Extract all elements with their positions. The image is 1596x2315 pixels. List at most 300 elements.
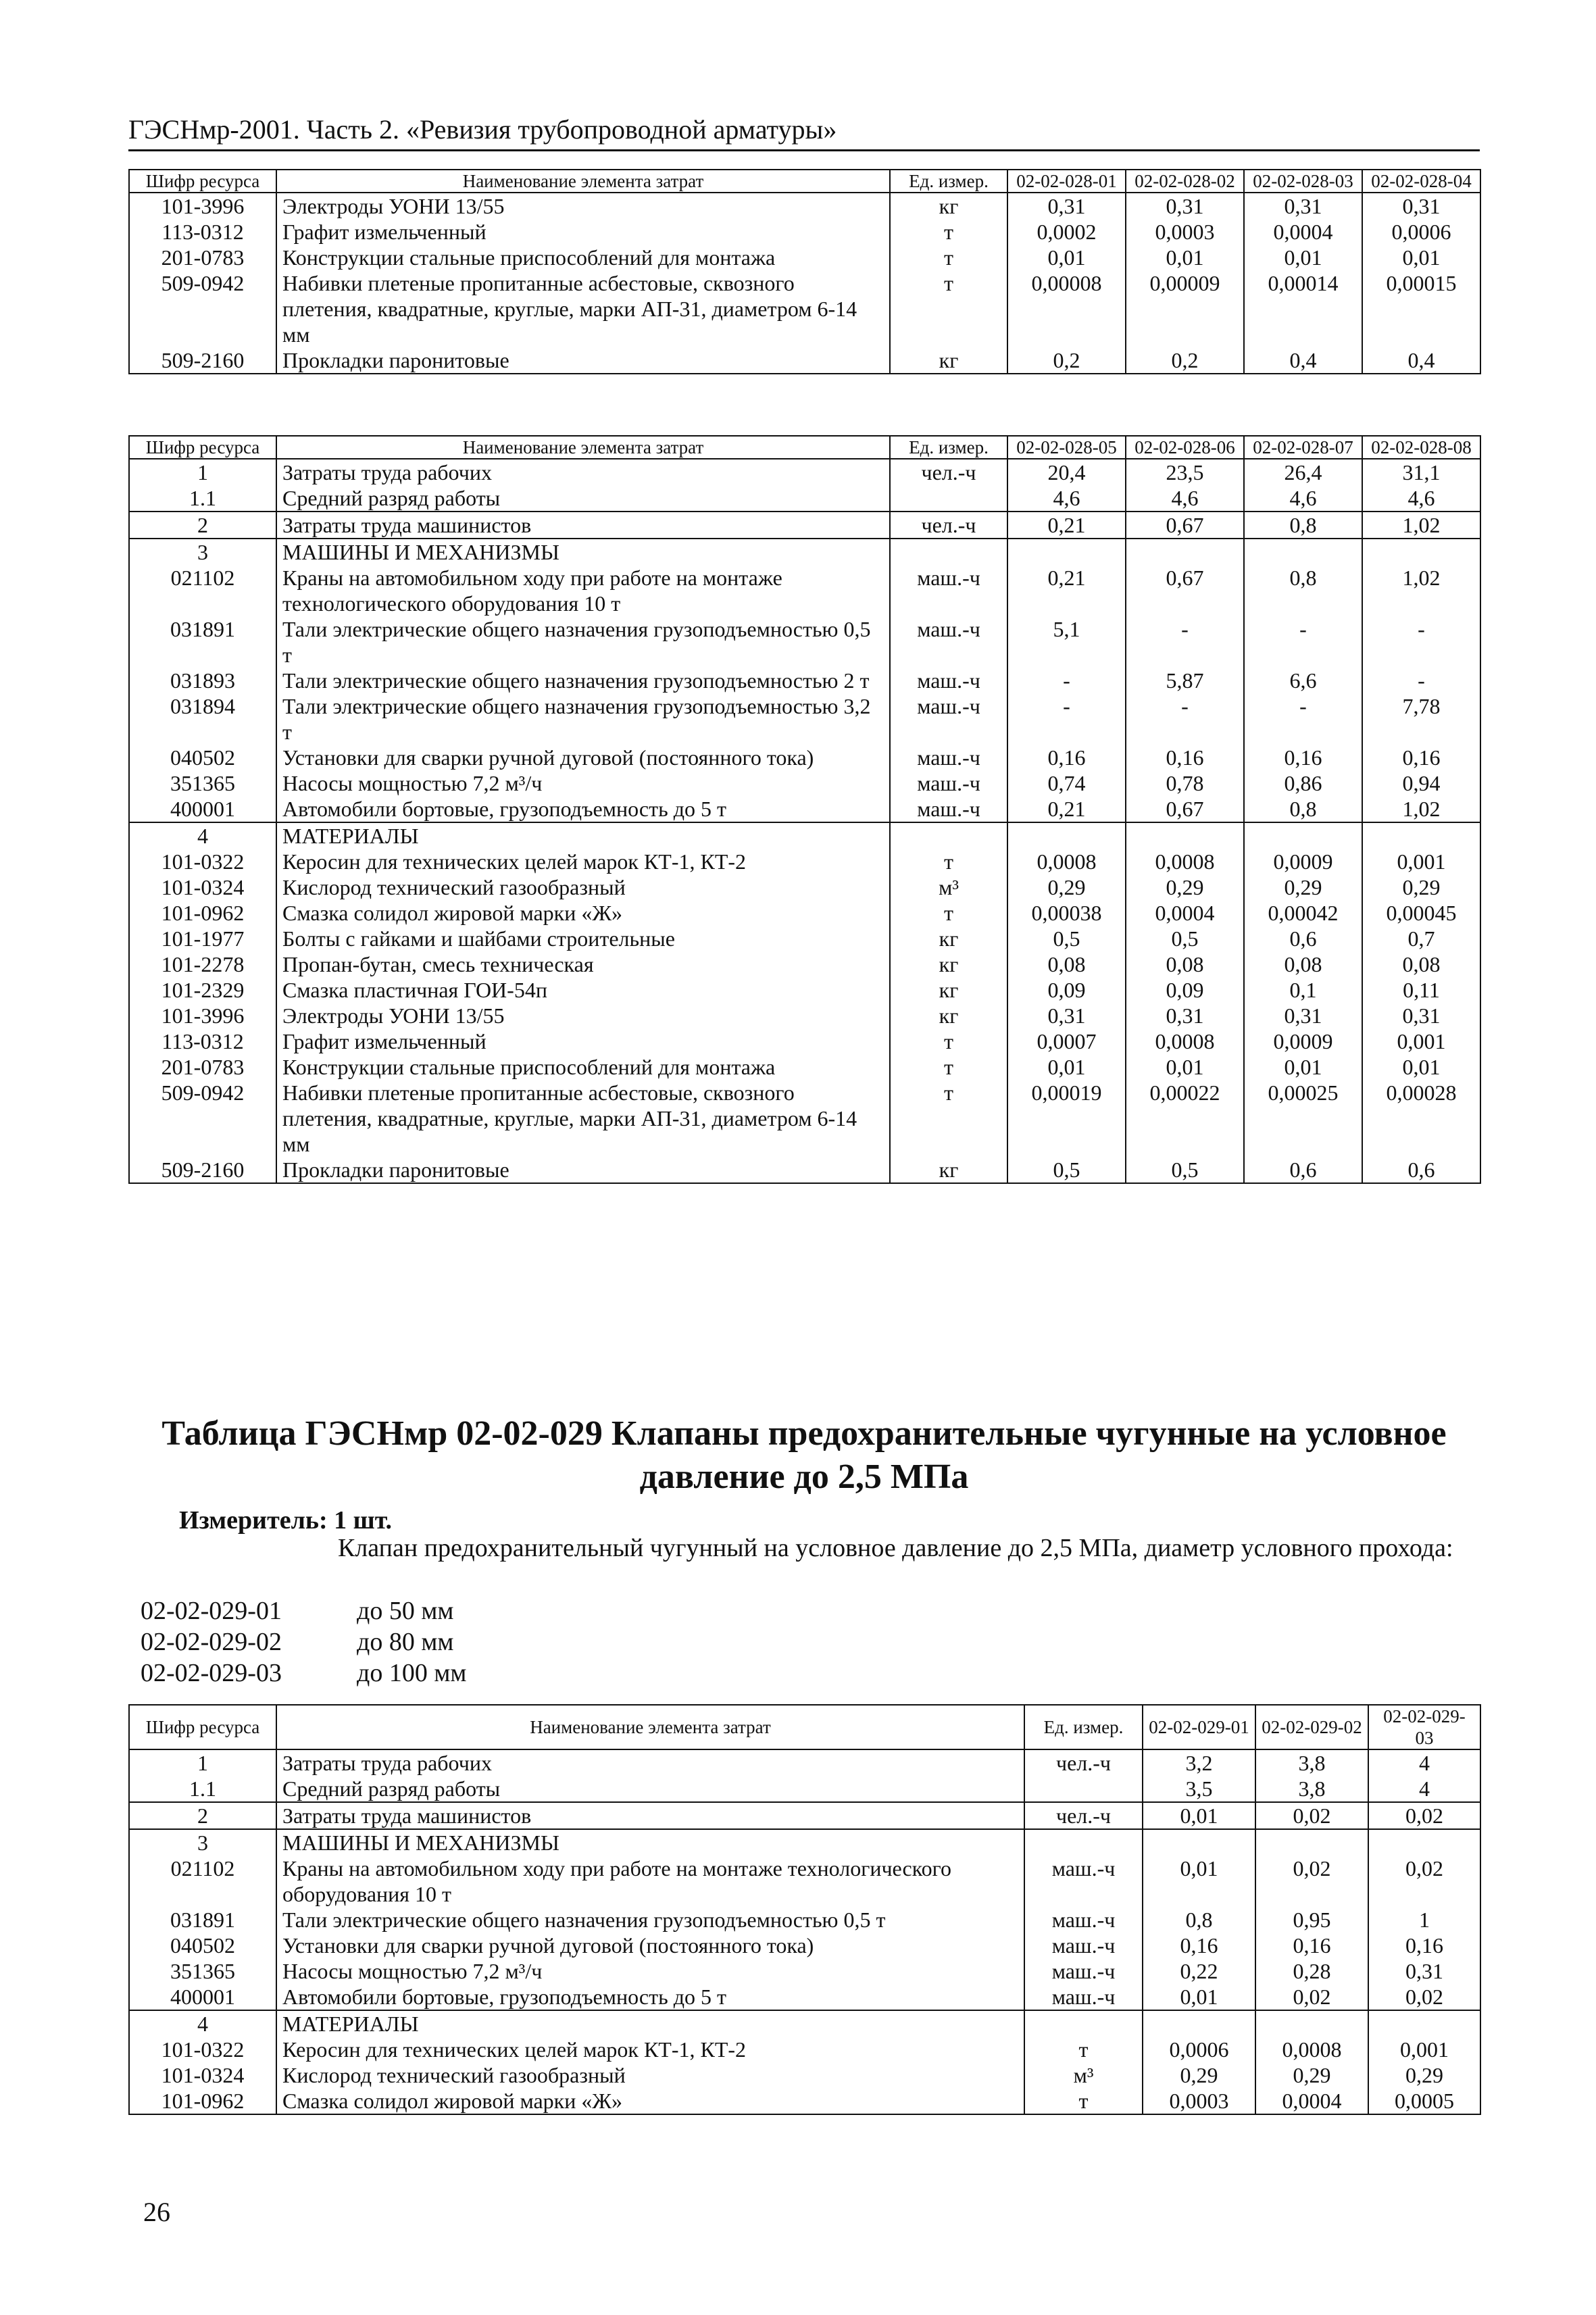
value-cell: 0,09 [1007, 977, 1126, 1003]
table-row [129, 1984, 1480, 2010]
resource-name: Прокладки паронитовые [276, 347, 890, 374]
resource-code: 509-2160 [129, 347, 276, 374]
header-col: 02-02-028-04 [1362, 170, 1480, 193]
unit-cell: кг [890, 951, 1007, 977]
unit-cell: кг [890, 1157, 1007, 1183]
value-cell: 0,02 [1255, 1856, 1368, 1907]
value-cell: 0,21 [1007, 512, 1126, 539]
variant-code: 02-02-029-03 [141, 1659, 282, 1687]
value-cell: 0,00038 [1007, 900, 1126, 926]
resource-name: МАШИНЫ И МЕХАНИЗМЫ [276, 1829, 1024, 1856]
table-row [129, 1157, 1480, 1183]
resource-name: Средний разряд работы [276, 1776, 1024, 1802]
value-cell: 0,16 [1143, 1933, 1255, 1958]
resource-code: 3 [129, 1829, 276, 1856]
value-cell: 0,29 [1143, 2062, 1255, 2088]
unit-cell: чел.-ч [890, 459, 1007, 485]
value-cell: 0,31 [1007, 1003, 1126, 1028]
value-cell: 0,0008 [1255, 2037, 1368, 2062]
unit-cell: т [1024, 2088, 1143, 2114]
unit-cell: маш.-ч [890, 770, 1007, 796]
value-cell: 0,00028 [1362, 1080, 1480, 1157]
resource-code: 2 [129, 1802, 276, 1829]
variant-code: 02-02-029-01 [141, 1597, 282, 1625]
unit-cell: маш.-ч [890, 616, 1007, 668]
value-cell: 0,0006 [1143, 2037, 1255, 2062]
unit-cell: т [890, 245, 1007, 270]
unit-cell: кг [890, 977, 1007, 1003]
value-cell: 0,31 [1362, 193, 1480, 219]
value-cell: 0,0004 [1126, 900, 1244, 926]
header-name: Наименование элемента затрат [276, 1705, 1024, 1749]
table-row [129, 1749, 1480, 1776]
value-cell: 0,5 [1007, 1157, 1126, 1183]
resource-code: 351365 [129, 770, 276, 796]
resource-table-028-05-08 [128, 435, 1481, 1184]
resource-name: МАТЕРИАЛЫ [276, 2010, 1024, 2037]
resource-name: Насосы мощностью 7,2 м³/ч [276, 770, 890, 796]
table-row [129, 874, 1480, 900]
value-cell: 0,31 [1368, 1958, 1480, 1984]
unit-cell [1024, 1776, 1143, 1802]
resource-table-029 [128, 1704, 1481, 2115]
value-cell: 0,01 [1244, 1054, 1362, 1080]
value-cell: 0,08 [1007, 951, 1126, 977]
section-title: Таблица ГЭСНмр 02-02-029 Клапаны предохранительные чугунные на условное давление до 2,5 МПа [161, 1414, 1447, 1496]
resource-name: Автомобили бортовые, грузоподъемность до 5 т [276, 796, 890, 822]
resource-name: Затраты труда машинистов [276, 1802, 1024, 1829]
value-cell: 0,0007 [1007, 1028, 1126, 1054]
table-row [129, 1829, 1480, 1856]
value-cell: 0,21 [1007, 796, 1126, 822]
value-cell: 0,29 [1255, 2062, 1368, 2088]
value-cell: 0,16 [1007, 745, 1126, 770]
resource-code: 101-0322 [129, 849, 276, 874]
table-row [129, 1080, 1480, 1157]
resource-name: Затраты труда машинистов [276, 512, 890, 539]
table-row [129, 270, 1480, 347]
value-cell: 0,95 [1255, 1907, 1368, 1933]
value-cell: 4 [1368, 1749, 1480, 1776]
value-cell [1368, 1829, 1480, 1856]
value-cell [1362, 822, 1480, 849]
value-cell: 0,29 [1007, 874, 1126, 900]
header-unit: Ед. измер. [890, 170, 1007, 193]
resource-code: 101-3996 [129, 1003, 276, 1028]
value-cell: 3,8 [1255, 1749, 1368, 1776]
value-cell: 0,5 [1007, 926, 1126, 951]
table-row [129, 1054, 1480, 1080]
table-row [129, 926, 1480, 951]
value-cell: 0,00014 [1244, 270, 1362, 347]
value-cell: - [1007, 693, 1126, 745]
resource-code: 4 [129, 822, 276, 849]
value-cell [1255, 1829, 1368, 1856]
table-row [129, 849, 1480, 874]
resource-name: Установки для сварки ручной дуговой (постоянного тока) [276, 745, 890, 770]
table-row [129, 1003, 1480, 1028]
unit-cell: маш.-ч [890, 796, 1007, 822]
header-col: 02-02-028-02 [1126, 170, 1244, 193]
table-row [129, 822, 1480, 849]
value-cell: 0,8 [1143, 1907, 1255, 1933]
section-description: Клапан предохранительный чугунный на условное давление до 2,5 МПа, диаметр условного прохода: [338, 1534, 1453, 1562]
value-cell: 0,16 [1255, 1933, 1368, 1958]
value-cell: 0,16 [1126, 745, 1244, 770]
table-row [129, 459, 1480, 485]
value-cell: 5,87 [1126, 668, 1244, 693]
variant-value: до 80 мм [357, 1628, 454, 1656]
header-name: Наименование элемента затрат [276, 436, 890, 459]
value-cell: 4,6 [1244, 485, 1362, 512]
resource-name: Установки для сварки ручной дуговой (постоянного тока) [276, 1933, 1024, 1958]
value-cell: - [1244, 693, 1362, 745]
unit-cell: м³ [1024, 2062, 1143, 2088]
value-cell: 0,00025 [1244, 1080, 1362, 1157]
resource-code: 1 [129, 459, 276, 485]
value-cell: 5,1 [1007, 616, 1126, 668]
unit-cell: м³ [890, 874, 1007, 900]
table-row [129, 900, 1480, 926]
unit-cell: маш.-ч [1024, 1907, 1143, 1933]
resource-name: Набивки плетеные пропитанные асбестовые, сквозного плетения, квадратные, круглые, марки АП-31, диаметром 6-14 мм [276, 1080, 890, 1157]
value-cell: 0,01 [1143, 1802, 1255, 1829]
value-cell: 0,02 [1368, 1802, 1480, 1829]
resource-name: МАТЕРИАЛЫ [276, 822, 890, 849]
resource-name: Смазка солидол жировой марки «Ж» [276, 900, 890, 926]
unit-cell: т [890, 1080, 1007, 1157]
value-cell: 0,01 [1143, 1856, 1255, 1907]
header-col: 02-02-028-05 [1007, 436, 1126, 459]
table-row [129, 1907, 1480, 1933]
header-code: Шифр ресурса [129, 1705, 276, 1749]
resource-code: 101-2329 [129, 977, 276, 1003]
value-cell: 0,31 [1007, 193, 1126, 219]
table-row [129, 565, 1480, 616]
value-cell: 0,29 [1368, 2062, 1480, 2088]
unit-cell: маш.-ч [890, 668, 1007, 693]
variant-row [141, 1596, 454, 1626]
resource-name: Тали электрические общего назначения грузоподъемностью 2 т [276, 668, 890, 693]
resource-code: 021102 [129, 1856, 276, 1907]
value-cell: 0,29 [1362, 874, 1480, 900]
table-row [129, 485, 1480, 512]
value-cell: 0,0009 [1244, 1028, 1362, 1054]
value-cell: 0,01 [1143, 1984, 1255, 2010]
table-row [129, 347, 1480, 374]
header-col: 02-02-028-08 [1362, 436, 1480, 459]
value-cell: 0,86 [1244, 770, 1362, 796]
meter-label: Измеритель: 1 шт. [179, 1506, 393, 1535]
resource-code: 1 [129, 1749, 276, 1776]
resource-name: Графит измельченный [276, 219, 890, 245]
resource-name: Тали электрические общего назначения грузоподъемностью 0,5 т [276, 616, 890, 668]
resource-name: Тали электрические общего назначения грузоподъемностью 0,5 т [276, 1907, 1024, 1933]
variant-value: до 100 мм [357, 1659, 467, 1687]
header-code: Шифр ресурса [129, 170, 276, 193]
unit-cell: т [890, 1028, 1007, 1054]
value-cell: 0,0008 [1007, 849, 1126, 874]
resource-code: 3 [129, 539, 276, 565]
value-cell: - [1007, 668, 1126, 693]
value-cell: 0,01 [1007, 1054, 1126, 1080]
resource-code: 101-2278 [129, 951, 276, 977]
value-cell: 0,4 [1244, 347, 1362, 374]
resource-code: 400001 [129, 796, 276, 822]
value-cell: 0,02 [1368, 1984, 1480, 2010]
value-cell: 0,8 [1244, 796, 1362, 822]
resource-code: 1.1 [129, 485, 276, 512]
variant-value: до 50 мм [357, 1597, 454, 1625]
value-cell: 31,1 [1362, 459, 1480, 485]
unit-cell: т [890, 900, 1007, 926]
value-cell [1007, 539, 1126, 565]
value-cell: 0,8 [1244, 565, 1362, 616]
running-header: ГЭСНмр-2001. Часть 2. «Ревизия трубопроводной арматуры» [128, 114, 1480, 151]
resource-name: Керосин для технических целей марок КТ-1, КТ-2 [276, 2037, 1024, 2062]
header-col: 02-02-029-01 [1143, 1705, 1255, 1749]
value-cell: 0,0009 [1244, 849, 1362, 874]
header-col: 02-02-029-03 [1368, 1705, 1480, 1749]
resource-code: 101-0962 [129, 2088, 276, 2114]
resource-name: Автомобили бортовые, грузоподъемность до 5 т [276, 1984, 1024, 2010]
resource-code: 201-0783 [129, 1054, 276, 1080]
unit-cell: т [1024, 2037, 1143, 2062]
table-row [129, 2088, 1480, 2114]
value-cell: 0,00015 [1362, 270, 1480, 347]
resource-code: 031891 [129, 1907, 276, 1933]
table-header-row [129, 436, 1480, 459]
unit-cell: чел.-ч [1024, 1802, 1143, 1829]
resource-name: Смазка солидол жировой марки «Ж» [276, 2088, 1024, 2114]
table-row [129, 977, 1480, 1003]
table-row [129, 539, 1480, 565]
unit-cell: чел.-ч [890, 512, 1007, 539]
value-cell: 0,31 [1126, 1003, 1244, 1028]
value-cell: 0,67 [1126, 512, 1244, 539]
value-cell: 0,1 [1244, 977, 1362, 1003]
resource-name: Электроды УОНИ 13/55 [276, 1003, 890, 1028]
resource-code: 101-0322 [129, 2037, 276, 2062]
unit-cell: маш.-ч [1024, 1856, 1143, 1907]
value-cell: 0,6 [1244, 1157, 1362, 1183]
value-cell: 0,001 [1362, 849, 1480, 874]
value-cell: 4 [1368, 1776, 1480, 1802]
table-row [129, 2062, 1480, 2088]
header-col: 02-02-029-02 [1255, 1705, 1368, 1749]
unit-cell [890, 539, 1007, 565]
value-cell: 1,02 [1362, 796, 1480, 822]
value-cell: 0,8 [1244, 512, 1362, 539]
resource-name: Затраты труда рабочих [276, 459, 890, 485]
value-cell: - [1244, 616, 1362, 668]
value-cell [1143, 1829, 1255, 1856]
table-row [129, 1028, 1480, 1054]
page-number: 26 [143, 2197, 170, 2227]
value-cell: 1,02 [1362, 512, 1480, 539]
unit-cell: маш.-ч [890, 693, 1007, 745]
value-cell: 4,6 [1362, 485, 1480, 512]
variant-row [141, 1627, 454, 1657]
resource-code: 113-0312 [129, 1028, 276, 1054]
value-cell: 0,09 [1126, 977, 1244, 1003]
table-row [129, 2010, 1480, 2037]
value-cell: 0,0005 [1368, 2088, 1480, 2114]
resource-code: 2 [129, 512, 276, 539]
header-col: 02-02-028-06 [1126, 436, 1244, 459]
resource-code: 4 [129, 2010, 276, 2037]
table-row [129, 512, 1480, 539]
resource-name: Керосин для технических целей марок КТ-1, КТ-2 [276, 849, 890, 874]
value-cell: 0,78 [1126, 770, 1244, 796]
resource-table-028-01-04 [128, 169, 1481, 374]
variant-code: 02-02-029-02 [141, 1628, 282, 1656]
value-cell: 0,0004 [1255, 2088, 1368, 2114]
table-row [129, 616, 1480, 668]
header-col: 02-02-028-03 [1244, 170, 1362, 193]
value-cell: 0,00008 [1007, 270, 1126, 347]
resource-name: Тали электрические общего назначения грузоподъемностью 3,2 т [276, 693, 890, 745]
table-row [129, 770, 1480, 796]
value-cell: 0,67 [1126, 565, 1244, 616]
value-cell: 0,0004 [1244, 219, 1362, 245]
value-cell: 0,16 [1244, 745, 1362, 770]
resource-name: Болты с гайками и шайбами строительные [276, 926, 890, 951]
resource-code: 040502 [129, 745, 276, 770]
resource-code: 031891 [129, 616, 276, 668]
value-cell: 0,02 [1255, 1984, 1368, 2010]
value-cell: 0,94 [1362, 770, 1480, 796]
value-cell: 4,6 [1126, 485, 1244, 512]
value-cell: 0,5 [1126, 1157, 1244, 1183]
value-cell: 0,6 [1244, 926, 1362, 951]
unit-cell: т [890, 270, 1007, 347]
table-row [129, 693, 1480, 745]
value-cell: 0,00042 [1244, 900, 1362, 926]
value-cell: 0,00045 [1362, 900, 1480, 926]
value-cell: 0,6 [1362, 1157, 1480, 1183]
value-cell: 0,2 [1126, 347, 1244, 374]
unit-cell: маш.-ч [890, 565, 1007, 616]
value-cell: 0,16 [1362, 745, 1480, 770]
value-cell: 0,28 [1255, 1958, 1368, 1984]
value-cell: 0,74 [1007, 770, 1126, 796]
value-cell: - [1362, 616, 1480, 668]
resource-code: 101-0962 [129, 900, 276, 926]
value-cell: 0,0002 [1007, 219, 1126, 245]
value-cell: 26,4 [1244, 459, 1362, 485]
unit-cell [890, 485, 1007, 512]
value-cell: - [1126, 693, 1244, 745]
unit-cell: маш.-ч [890, 745, 1007, 770]
resource-code: 1.1 [129, 1776, 276, 1802]
table-row [129, 1776, 1480, 1802]
table-header-row [129, 170, 1480, 193]
header-code: Шифр ресурса [129, 436, 276, 459]
value-cell: 0,67 [1126, 796, 1244, 822]
table-row [129, 796, 1480, 822]
table-row [129, 219, 1480, 245]
resource-name: Набивки плетеные пропитанные асбестовые, сквозного плетения, квадратные, круглые, марки АП-31, диаметром 6-14 мм [276, 270, 890, 347]
value-cell: 0,31 [1362, 1003, 1480, 1028]
table-row [129, 193, 1480, 219]
table-row [129, 2037, 1480, 2062]
resource-code: 021102 [129, 565, 276, 616]
resource-code: 101-3996 [129, 193, 276, 219]
value-cell: 0,2 [1007, 347, 1126, 374]
value-cell: 0,01 [1362, 245, 1480, 270]
value-cell: 0,16 [1368, 1933, 1480, 1958]
value-cell: 0,29 [1126, 874, 1244, 900]
value-cell: 0,0003 [1126, 219, 1244, 245]
resource-name: Средний разряд работы [276, 485, 890, 512]
resource-name: Затраты труда рабочих [276, 1749, 1024, 1776]
unit-cell: кг [890, 347, 1007, 374]
value-cell: 0,001 [1368, 2037, 1480, 2062]
value-cell: 6,6 [1244, 668, 1362, 693]
unit-cell: кг [890, 193, 1007, 219]
value-cell [1007, 822, 1126, 849]
unit-cell: т [890, 219, 1007, 245]
header-unit: Ед. измер. [1024, 1705, 1143, 1749]
resource-name: Конструкции стальные приспособлений для монтажа [276, 245, 890, 270]
resource-code: 351365 [129, 1958, 276, 1984]
value-cell: 0,7 [1362, 926, 1480, 951]
unit-cell: маш.-ч [1024, 1933, 1143, 1958]
resource-name: Графит измельченный [276, 1028, 890, 1054]
table-row [129, 1802, 1480, 1829]
table-row [129, 951, 1480, 977]
unit-cell [890, 822, 1007, 849]
value-cell: 0,11 [1362, 977, 1480, 1003]
value-cell: 3,2 [1143, 1749, 1255, 1776]
value-cell: 0,0003 [1143, 2088, 1255, 2114]
value-cell: 0,00022 [1126, 1080, 1244, 1157]
resource-code: 101-0324 [129, 2062, 276, 2088]
resource-code: 031894 [129, 693, 276, 745]
table-row [129, 1933, 1480, 1958]
unit-cell [1024, 2010, 1143, 2037]
unit-cell: кг [890, 926, 1007, 951]
value-cell: 0,29 [1244, 874, 1362, 900]
resource-name: Кислород технический газообразный [276, 2062, 1024, 2088]
table-row [129, 1958, 1480, 1984]
value-cell: 7,78 [1362, 693, 1480, 745]
value-cell: 0,4 [1362, 347, 1480, 374]
value-cell: 0,22 [1143, 1958, 1255, 1984]
value-cell: 0,001 [1362, 1028, 1480, 1054]
table-row [129, 245, 1480, 270]
value-cell [1126, 539, 1244, 565]
value-cell: 0,0008 [1126, 1028, 1244, 1054]
unit-cell: т [890, 1054, 1007, 1080]
value-cell: 0,01 [1126, 245, 1244, 270]
value-cell: 0,02 [1255, 1802, 1368, 1829]
value-cell: 0,08 [1244, 951, 1362, 977]
resource-name: Конструкции стальные приспособлений для монтажа [276, 1054, 890, 1080]
resource-code: 101-1977 [129, 926, 276, 951]
resource-code: 101-0324 [129, 874, 276, 900]
header-col: 02-02-028-01 [1007, 170, 1126, 193]
value-cell: 0,31 [1126, 193, 1244, 219]
resource-code: 400001 [129, 1984, 276, 2010]
resource-code: 509-0942 [129, 270, 276, 347]
unit-cell: маш.-ч [1024, 1984, 1143, 2010]
resource-name: МАШИНЫ И МЕХАНИЗМЫ [276, 539, 890, 565]
unit-cell: маш.-ч [1024, 1958, 1143, 1984]
value-cell: 0,00009 [1126, 270, 1244, 347]
value-cell: 0,00019 [1007, 1080, 1126, 1157]
